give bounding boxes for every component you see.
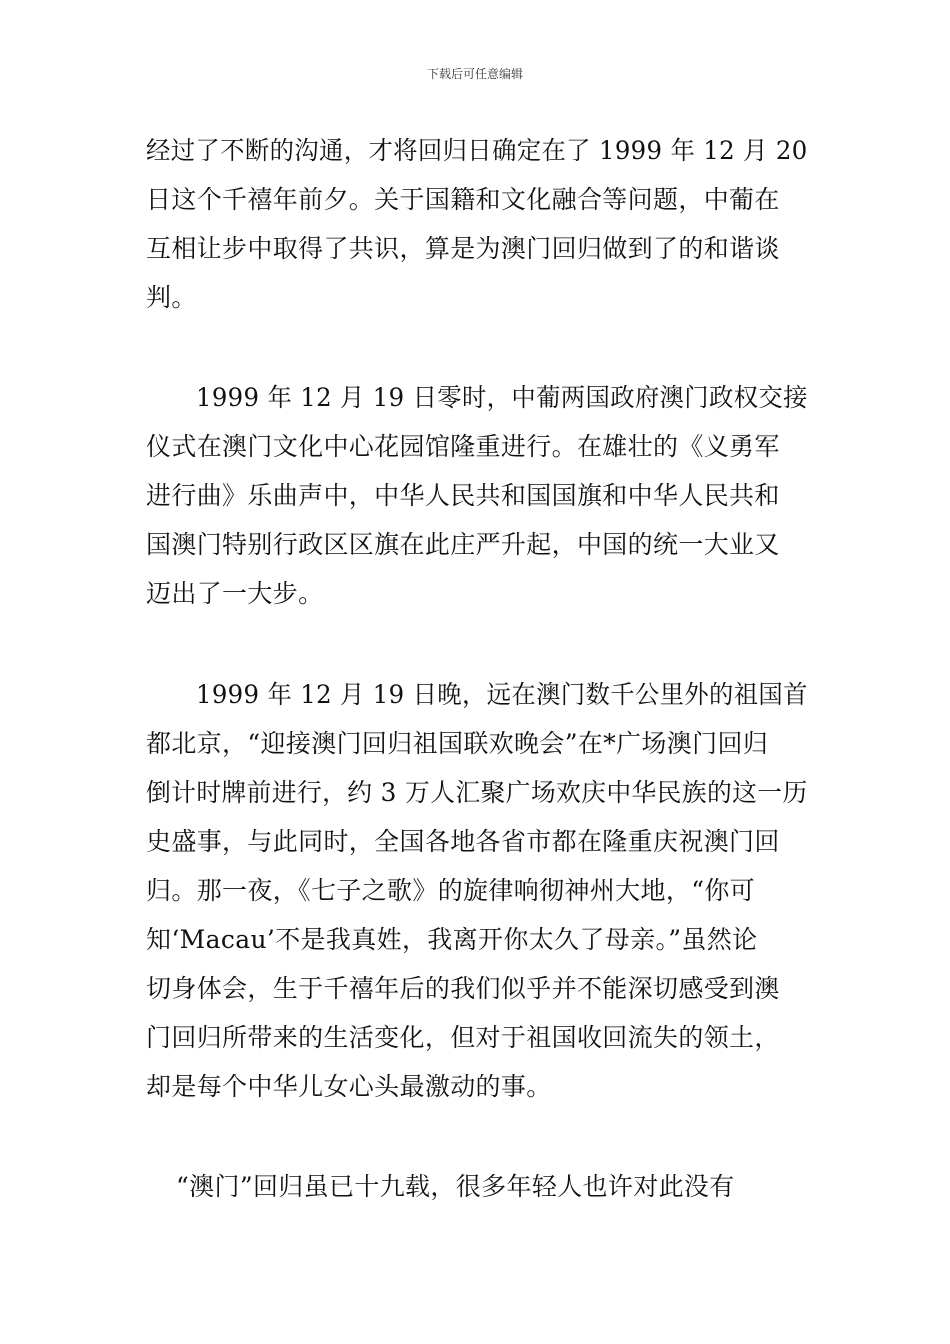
paragraph-3-line-4: 史盛事，与此同时，全国各地各省市都在隆重庆祝澳门回 (146, 827, 780, 856)
paragraph-1-line-3: 互相让步中取得了共识，算是为澳门回归做到了的和谐谈 (146, 234, 780, 263)
paragraph-2-line-3: 进行曲》乐曲声中，中华人民共和国国旗和中华人民共和 (146, 481, 780, 510)
paragraph-1-line-2: 日这个千禧年前夕。关于国籍和文化融合等问题，中葡在 (146, 185, 780, 214)
paragraph-3-line-1: 1999 年 12 月 19 日晚，远在澳门数千公里外的祖国首 (196, 680, 808, 709)
paragraph-3-line-6: 知‘Macau’不是我真姓，我离开你太久了母亲。”虽然论 (146, 925, 758, 954)
page-header: 下载后可任意编辑 (426, 67, 523, 81)
paragraph-3-line-5: 归。那一夜，《七子之歌》的旋律响彻神州大地，“你可 (146, 876, 756, 905)
paragraph-2-line-5: 迈出了一大步。 (146, 579, 324, 608)
paragraph-3-line-9: 却是每个中华儿女心头最激动的事。 (146, 1072, 552, 1101)
paragraph-2-line-2: 仪式在澳门文化中心花园馆隆重进行。在雄壮的《义勇军 (146, 432, 780, 461)
paragraph-3-line-7: 切身体会，生于千禧年后的我们似乎并不能深切感受到澳 (146, 974, 780, 1003)
paragraph-2-line-1: 1999 年 12 月 19 日零时，中葡两国政府澳门政权交接 (196, 383, 808, 412)
paragraph-4-line-1: “澳门”回归虽已十九载，很多年轻人也许对此没有 (176, 1172, 735, 1201)
paragraph-2-line-4: 国澳门特别行政区区旗在此庄严升起，中国的统一大业又 (146, 530, 780, 559)
paragraph-3-line-8: 门回归所带来的生活变化，但对于祖国收回流失的领土， (146, 1023, 780, 1052)
paragraph-3-line-2: 都北京，“迎接澳门回归祖国联欢晚会”在*广场澳门回归 (146, 729, 769, 758)
paragraph-1-line-1: 经过了不断的沟通，才将回归日确定在了 1999 年 12 月 20 (146, 136, 808, 165)
paragraph-3-line-3: 倒计时牌前进行，约 3 万人汇聚广场欢庆中华民族的这一历 (146, 778, 808, 807)
paragraph-1-line-4: 判。 (146, 283, 197, 312)
